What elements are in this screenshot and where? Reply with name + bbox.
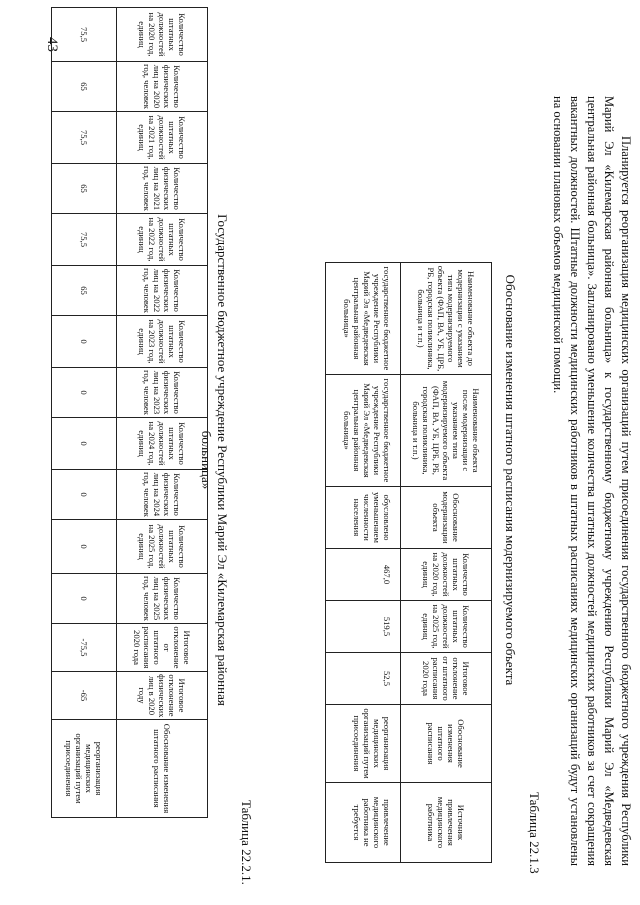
table2-header: Обоснование изменения штатного расписания bbox=[117, 720, 208, 818]
table1-header: Количество штатных должностей на 2025 год, единиц bbox=[401, 601, 492, 653]
table2-cell: реорганизация медицинских организаций путем присоединения bbox=[52, 720, 117, 818]
table2-cell: -65 bbox=[52, 672, 117, 720]
table2 bbox=[51, 7, 208, 818]
table1-header: Источник привлечения медицинского работника bbox=[401, 783, 492, 863]
table1-cell: государственное бюджетное учреждение Республики Марий Эл «Медведевская центральная районная больница» bbox=[326, 263, 401, 375]
table2-header: Количество физических лиц на 2023 год, человек bbox=[117, 368, 208, 418]
table2-header: Количество физических лиц на 2020 год, человек bbox=[117, 62, 208, 112]
table2-cell: 75,5 bbox=[52, 112, 117, 164]
table1-cell: 52,5 bbox=[326, 653, 401, 705]
table2-caption: Государственное бюджетное учреждение Республики Марий Эл «Килемарская районная больница» bbox=[199, 214, 230, 706]
table2-cell: 0 bbox=[52, 574, 117, 624]
table2-header: Итоговое отклонение физических лиц в 2020 году bbox=[117, 672, 208, 720]
table2-header: Количество физических лиц на 2024 год, человек bbox=[117, 470, 208, 520]
table2-cell: -75,5 bbox=[52, 624, 117, 672]
table2-cell: 75,5 bbox=[52, 8, 117, 62]
table1-caption: Обоснование изменения штатного расписания модернизируемого объекта bbox=[503, 274, 518, 686]
table-row bbox=[326, 263, 401, 863]
table2-header: Количество штатных должностей на 2020 год, единиц bbox=[117, 8, 208, 62]
table1-header: Наименование объекта до модернизации с указанием типа модернизируемого объекта (ФАП, ВА, УБ, ЦРБ, РБ, городская поликлиника, больница и т.п.) bbox=[401, 263, 492, 375]
table1-header-row bbox=[401, 263, 492, 863]
page-number: 43 bbox=[44, 37, 60, 52]
table1 bbox=[325, 262, 492, 863]
table2-cell: 0 bbox=[52, 418, 117, 470]
table1-cell: реорганизация медицинских организаций путем присоединения bbox=[326, 705, 401, 783]
table2-cell: 0 bbox=[52, 520, 117, 574]
table2-header: Количество штатных должностей на 2021 год, единиц bbox=[117, 112, 208, 164]
table2-cell: 65 bbox=[52, 266, 117, 316]
table2-cell: 0 bbox=[52, 470, 117, 520]
table1-cell: обусловлено уменьшением численности населения bbox=[326, 487, 401, 549]
table2-header: Количество штатных должностей на 2025 год, единиц bbox=[117, 520, 208, 574]
table2-cell: 65 bbox=[52, 62, 117, 112]
table2-header-row bbox=[117, 8, 208, 818]
table2-header: Количество штатных должностей на 2023 год, единиц bbox=[117, 316, 208, 368]
table2-header: Количество штатных должностей на 2024 год, единиц bbox=[117, 418, 208, 470]
table1-header: Обоснование изменения штатного расписания bbox=[401, 705, 492, 783]
table1-cell: 519,5 bbox=[326, 601, 401, 653]
table2-cell: 65 bbox=[52, 164, 117, 214]
table1-cell: 467,0 bbox=[326, 549, 401, 601]
intro-paragraph: Планируется реорганизация медицинских организаций путем присоединения государственного бюджетного учреждения Республики Марий Эл «Килемарская районная больница» к государственному бюджетному учреждению Республики Марий Эл «Медведевская центральная районная больница». Запланировано уменьшение количества штатных должностей медицинских работников за счет сокращения вакантных должностей. Штатные должности медицинских работников в штатных расписаниях медицинских организаций будут установлены на основании плановых объемов медицинской помощи. bbox=[551, 96, 633, 866]
table2-header: Количество штатных должностей на 2022 год, единиц bbox=[117, 214, 208, 266]
table2-header: Количество физических лиц на 2021 год, человек bbox=[117, 164, 208, 214]
table2-cell: 0 bbox=[52, 316, 117, 368]
table2-header: Количество физических лиц на 2025 год, человек bbox=[117, 574, 208, 624]
table1-header: Количество штатных должностей на 2020 год, единиц bbox=[401, 549, 492, 601]
table1-cell: государственное бюджетное учреждение Республики Марий Эл «Медведевская центральная районная больница» bbox=[326, 375, 401, 487]
table1-header: Итоговое отклонение от штатного расписания 2020 года bbox=[401, 653, 492, 705]
table1-header: Наименование объекта после модернизации с указанием типа модернизируемого объекта (ФАП, ВА, УБ, ЦРБ, РБ, городская поликлиника, больница и т.п.) bbox=[401, 375, 492, 487]
table2-label: Таблица 22.2.1. bbox=[239, 800, 254, 885]
table2-cell: 75,5 bbox=[52, 214, 117, 266]
table-row bbox=[52, 8, 117, 818]
table2-header: Итоговое отклонение от штатного расписания 2020 года bbox=[117, 624, 208, 672]
table1-label: Таблица 22.1.3 bbox=[527, 792, 542, 874]
table1-cell: привлечение медицинского работника не требуется bbox=[326, 783, 401, 863]
table2-header: Количество физических лиц на 2022 год, человек bbox=[117, 266, 208, 316]
table2-cell: 0 bbox=[52, 368, 117, 418]
table1-header: Обоснование модернизации объекта bbox=[401, 487, 492, 549]
